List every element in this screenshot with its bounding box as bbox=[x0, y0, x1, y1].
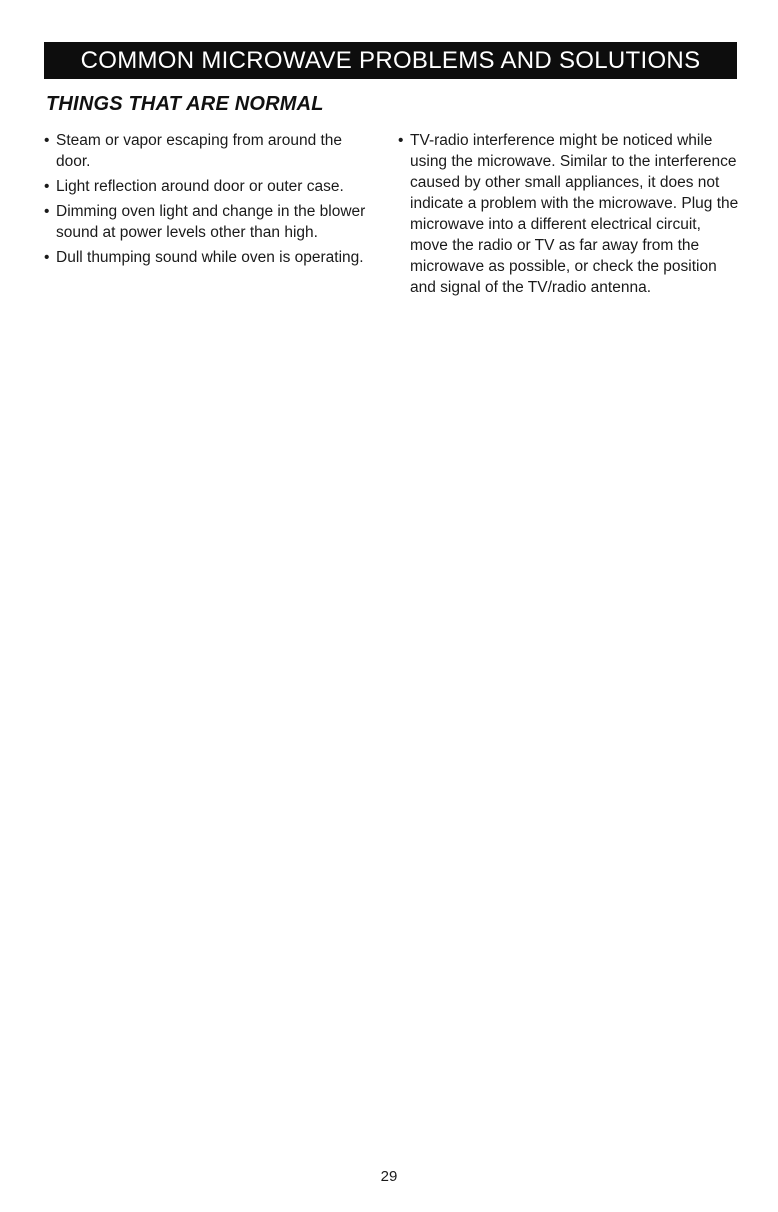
bullet-icon: • bbox=[398, 132, 404, 149]
bullet-icon: • bbox=[44, 178, 50, 195]
list-item bbox=[44, 176, 374, 197]
list-item bbox=[398, 130, 743, 298]
list-item-text: Dimming oven light and change in the blower sound at power levels other than high. bbox=[56, 203, 366, 241]
bullet-icon: • bbox=[44, 132, 50, 149]
normal-things-list-right bbox=[398, 130, 743, 302]
normal-things-list-left bbox=[44, 130, 374, 272]
list-item-text: TV-radio interference might be noticed while using the microwave. Similar to the interference caused by other small appliances, it does not indicate a problem with the microwave. Plug the microwave into a different electrical circuit, move the radio or TV as far away from the microwave as possible, or check the position and signal of the TV/radio antenna. bbox=[410, 132, 739, 296]
list-item bbox=[44, 247, 374, 268]
list-item-text: Dull thumping sound while oven is operating. bbox=[56, 249, 364, 266]
list-item-text: Light reflection around door or outer case. bbox=[56, 178, 344, 195]
bullet-icon: • bbox=[44, 203, 50, 220]
list-item bbox=[44, 201, 374, 243]
bullet-icon: • bbox=[44, 249, 50, 266]
section-heading: THINGS THAT ARE NORMAL bbox=[46, 93, 324, 115]
page-number: 29 bbox=[380, 1168, 398, 1185]
list-item-text: Steam or vapor escaping from around the door. bbox=[56, 132, 343, 170]
page-banner-title: COMMON MICROWAVE PROBLEMS AND SOLUTIONS bbox=[44, 42, 737, 79]
list-item bbox=[44, 130, 374, 172]
